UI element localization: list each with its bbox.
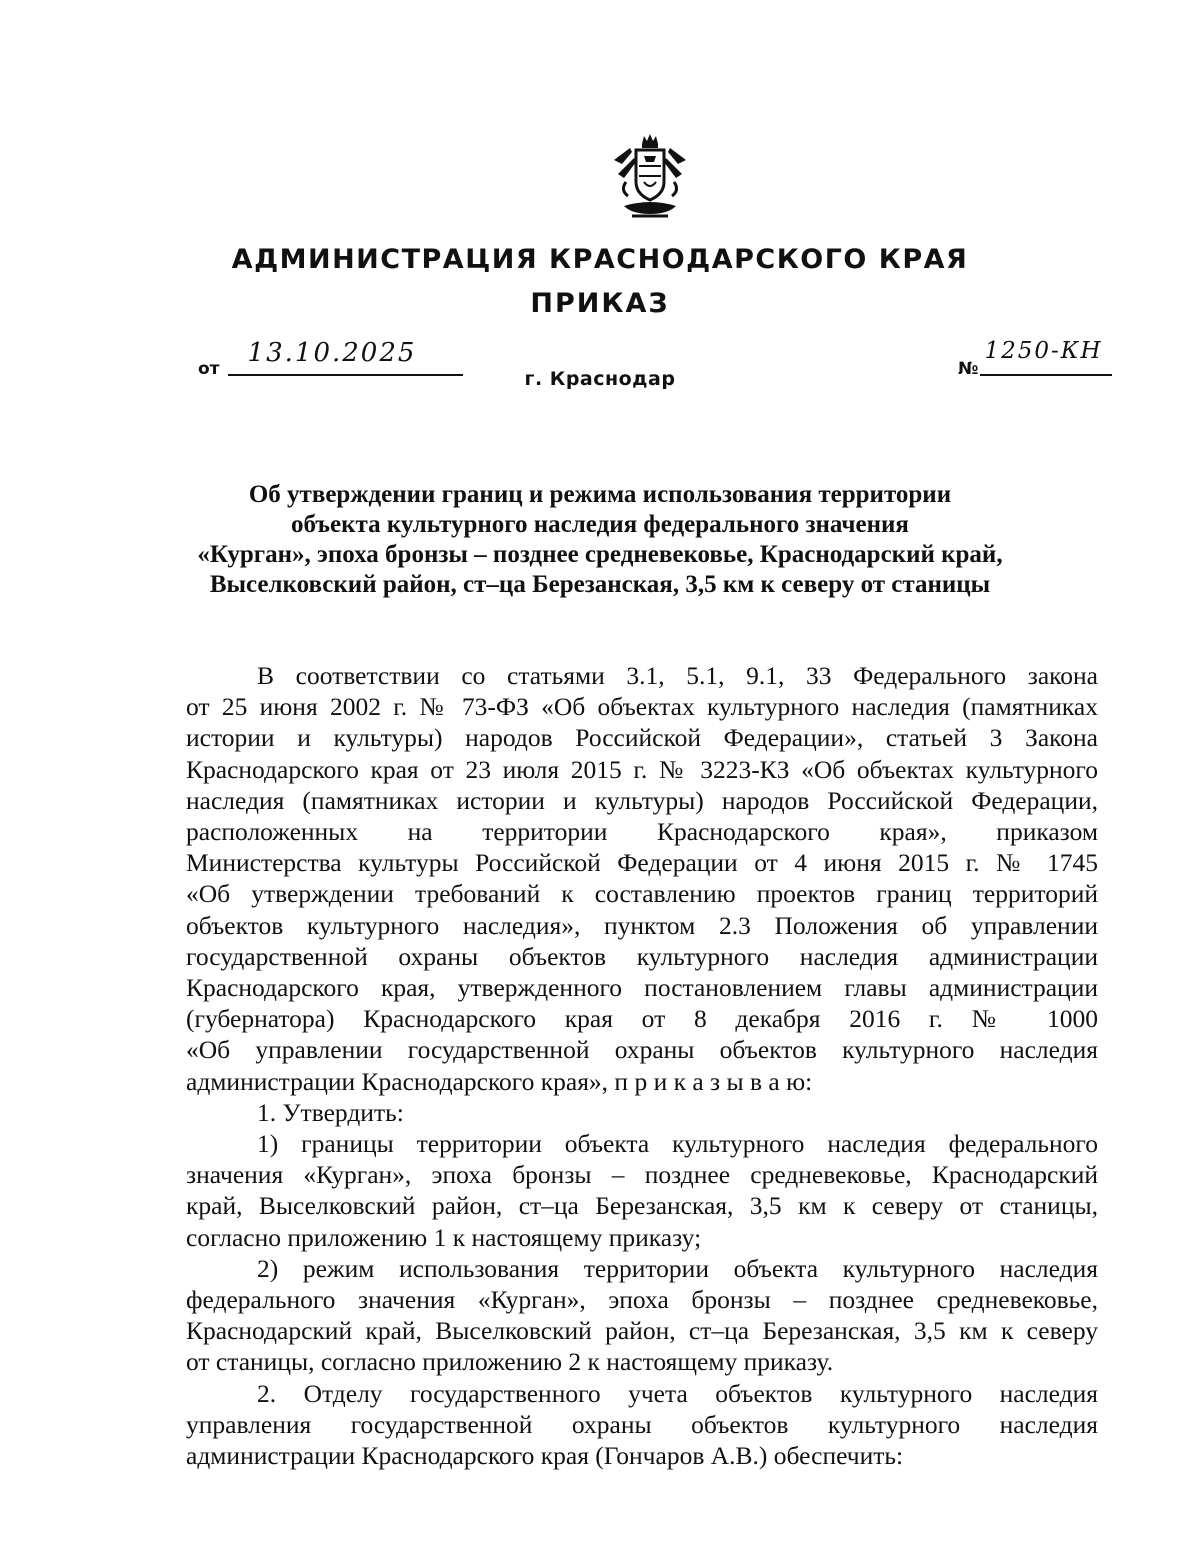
body-line: администрации Краснодарского края», п р и к а з ы в а ю: xyxy=(186,1066,813,1096)
body-line: Краснодарский край, Выселковский район, ст–ца Березанская, 3,5 км к северу xyxy=(186,1316,1098,1346)
document-title xyxy=(150,480,1050,600)
body-line: 1) границы территории объекта культурного наследия федерального xyxy=(257,1129,1098,1159)
number-prefix: № xyxy=(958,359,979,379)
body-line: объектов культурного наследия», пунктом 2.3 Положения об управлении xyxy=(186,910,1098,940)
body-line: наследия (памятниках истории и культуры) народов Российской Федерации, xyxy=(186,785,1098,815)
body-line: значения «Курган», эпоха бронзы – позднее средневековье, Краснодарский xyxy=(186,1160,1098,1190)
body-line: 1. Утвердить: xyxy=(257,1097,404,1127)
document-type: ПРИКАЗ xyxy=(530,288,670,319)
body-line: край, Выселковский район, ст–ца Березанская, 3,5 км к северу от станицы, xyxy=(186,1191,1098,1221)
body-line: государственной охраны объектов культурного наследия администрации xyxy=(186,941,1098,971)
handwritten-date: 13.10.2025 xyxy=(247,338,417,368)
body-line: (губернатора) Краснодарского края от 8 декабря 2016 г. № 1000 xyxy=(186,1004,1098,1034)
city-name: г. Краснодар xyxy=(524,368,676,390)
body-line: Министерства культуры Российской Федерации от 4 июня 2015 г. № 1745 xyxy=(186,848,1098,878)
handwritten-number: 1250-КН xyxy=(984,338,1103,364)
document-body xyxy=(186,660,1098,1471)
body-line: федерального значения «Курган», эпоха бронзы – позднее средневековье, xyxy=(186,1285,1098,1315)
body-line: В соответствии со статьями 3.1, 5.1, 9.1, 33 Федерального закона xyxy=(257,661,1098,690)
body-line: истории и культуры) народов Российской Федерации», статьей 3 Закона xyxy=(186,723,1098,753)
body-line: 2. Отделу государственного учета объектов культурного наследия xyxy=(257,1378,1098,1408)
body-line: Краснодарского края от 23 июля 2015 г. № 3223-КЗ «Об объектах культурного xyxy=(186,754,1098,784)
body-line: Краснодарского края, утвержденного постановлением главы администрации xyxy=(186,973,1098,1003)
title-line: Выселковский район, ст–ца Березанская, 3,5 км к северу от станицы xyxy=(209,571,991,598)
body-line: от станицы, согласно приложению 2 к настоящему приказу. xyxy=(186,1347,834,1377)
body-line: управления государственной охраны объектов культурного наследия xyxy=(186,1409,1098,1439)
body-line: «Об утверждении требований к составлению проектов границ территорий xyxy=(186,879,1098,909)
body-line: «Об управлении государственной охраны объектов культурного наследия xyxy=(186,1035,1098,1065)
title-line: Об утверждении границ и режима использования территории xyxy=(248,481,952,508)
title-line: «Курган», эпоха бронзы – позднее средневековье, Краснодарский край, xyxy=(197,541,1003,568)
title-line: объекта культурного наследия федерального значения xyxy=(291,511,909,538)
date-prefix: от xyxy=(198,359,220,379)
body-line: от 25 июня 2002 г. № 73-ФЗ «Об объектах культурного наследия (памятниках xyxy=(186,692,1098,722)
organization-name: АДМИНИСТРАЦИЯ КРАСНОДАРСКОГО КРАЯ xyxy=(231,244,969,275)
body-line: 2) режим использования территории объекта культурного наследия xyxy=(257,1253,1098,1283)
body-line: расположенных на территории Краснодарского края», приказом xyxy=(186,817,1098,847)
body-line: администрации Краснодарского края (Гончаров А.В.) обеспечить: xyxy=(186,1441,904,1471)
coat-of-arms-icon xyxy=(608,130,692,222)
body-line: согласно приложению 1 к настоящему приказу; xyxy=(186,1222,702,1252)
